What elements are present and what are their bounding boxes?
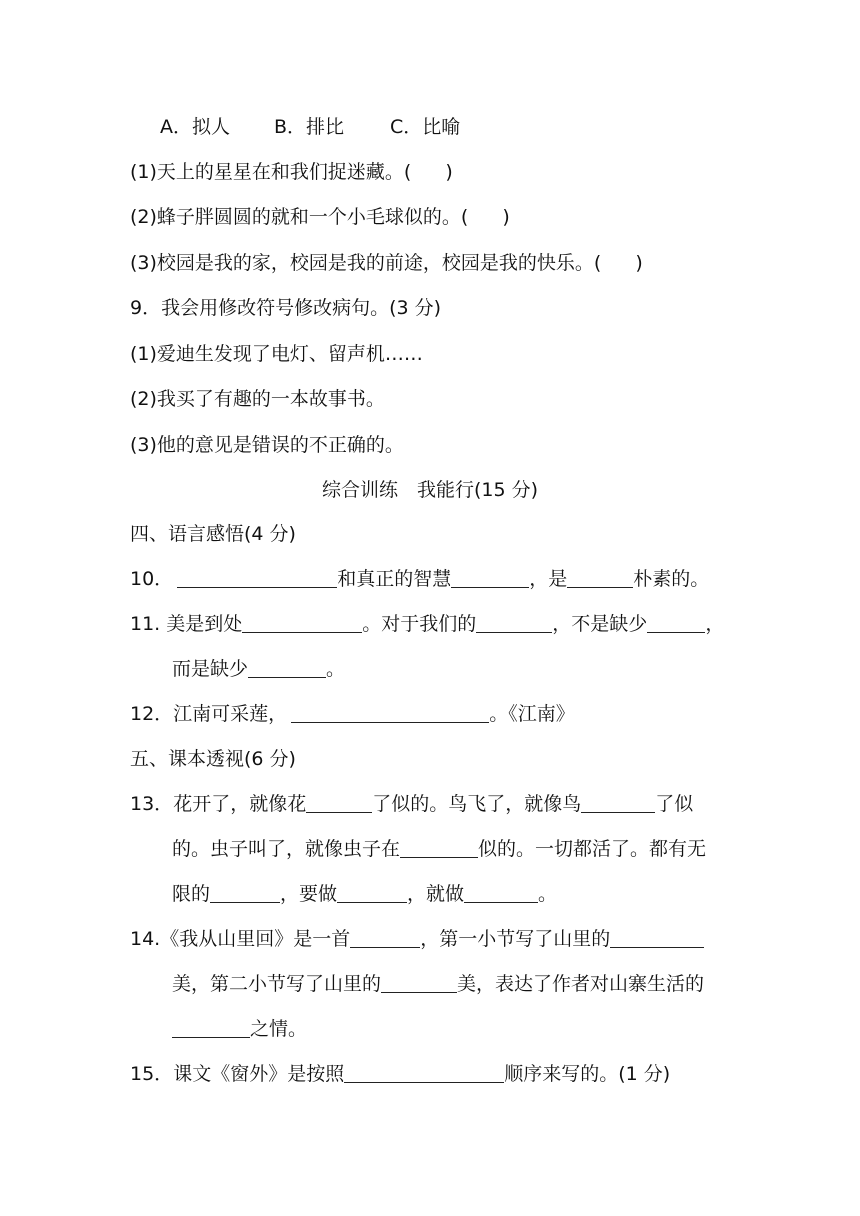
q13-text-8: ，就做 <box>407 883 465 905</box>
q14-text-1: 《我从山里回》是一首 <box>160 928 351 950</box>
option-c: C．比喻 <box>390 116 461 138</box>
q8-item-3-paren: ) <box>635 252 643 274</box>
q11-line-2 <box>172 656 345 682</box>
q10-text-1: 和真正的智慧 <box>337 568 452 590</box>
q11-blank-4 <box>248 657 326 678</box>
q10-text-2: ，是 <box>529 568 568 590</box>
q8-item-1 <box>130 159 453 185</box>
q14-text-5: 之情。 <box>250 1018 308 1040</box>
q14-blank-1 <box>350 927 420 948</box>
q12-text-1: 12．江南可采莲， <box>130 703 288 725</box>
q14-line-3 <box>172 1016 307 1042</box>
q13-line-3 <box>172 881 557 907</box>
q14-blank-2 <box>610 927 704 948</box>
q15-blank-1 <box>344 1062 504 1083</box>
q13-blank-5 <box>337 882 407 903</box>
q11-text-5: 而是缺少 <box>172 658 249 680</box>
q11-line-1 <box>130 611 724 637</box>
q15-number: 15． <box>130 1063 174 1085</box>
q8-item-1-paren: ) <box>445 161 453 183</box>
q14-blank-3 <box>381 972 457 993</box>
q14-line-2 <box>172 971 704 997</box>
q12-text-2: 。《江南》 <box>489 703 575 725</box>
q11-blank-1 <box>242 612 362 633</box>
q13-text-5: 似的。一切都活了。都有无 <box>478 838 707 860</box>
q13-text-3: 了似 <box>655 793 694 815</box>
q8-item-2 <box>130 204 510 230</box>
part4-heading: 四、语言感悟(4 分) <box>130 523 296 545</box>
section-title: 综合训练 我能行(15 分) <box>321 479 539 501</box>
q9-item-1: (1)爱迪生发现了电灯、留声机…… <box>130 343 423 365</box>
q13-blank-1 <box>306 792 372 813</box>
q8-item-3-text: (3)校园是我的家，校园是我的前途，校园是我的快乐。( <box>130 252 602 274</box>
q13-blank-6 <box>464 882 538 903</box>
q13-text-4: 的。虫子叫了，就像虫子在 <box>172 838 401 860</box>
q14-text-4: 美，表达了作者对山寨生活的 <box>457 973 705 995</box>
q8-item-3 <box>130 250 643 276</box>
q13-blank-4 <box>210 882 280 903</box>
q10-blank-1 <box>177 567 337 588</box>
q13-text-9: 。 <box>538 883 558 905</box>
q9-title: 9．我会用修改符号修改病句。(3 分) <box>130 297 442 319</box>
q13-text-6: 限的 <box>172 883 211 905</box>
q8-item-2-text: (2)蜂子胖圆圆的就和一个小毛球似的。( <box>130 206 469 228</box>
q11-text-6: 。 <box>326 658 346 680</box>
q15-text-2: 顺序来写的。(1 分) <box>504 1063 671 1085</box>
q14-text-3: 美，第二小节写了山里的 <box>172 973 382 995</box>
q13-text-2: 了似的。鸟飞了，就像鸟 <box>372 793 582 815</box>
q11-blank-2 <box>476 612 552 633</box>
q12-blank-1 <box>291 702 489 723</box>
q10-number: 10． <box>130 568 174 590</box>
q11-text-1: 美是到处 <box>166 613 243 635</box>
q10 <box>130 566 709 592</box>
option-a: A．拟人 <box>160 116 230 138</box>
q13-number: 13． <box>130 793 174 815</box>
option-b: B．排比 <box>274 116 345 138</box>
q11-number: 11. <box>130 613 167 635</box>
q14-number: 14. <box>130 928 161 950</box>
q13-line-1 <box>130 791 693 817</box>
q10-text-3: 朴素的。 <box>633 568 710 590</box>
q8-item-2-paren: ) <box>502 206 510 228</box>
q11-text-4: ， <box>705 613 725 635</box>
q14-text-2: ，第一小节写了山里的 <box>420 928 611 950</box>
q15 <box>130 1061 670 1087</box>
q13-text-1: 花开了，就像花 <box>173 793 307 815</box>
q9-item-3: (3)他的意见是错误的不正确的。 <box>130 434 404 456</box>
q13-blank-2 <box>581 792 655 813</box>
q10-blank-2 <box>451 567 529 588</box>
q8-item-1-text: (1)天上的星星在和我们捉迷藏。( <box>130 161 412 183</box>
q12 <box>130 701 575 727</box>
q14-blank-4 <box>172 1017 250 1038</box>
q10-blank-3 <box>567 567 633 588</box>
q14-line-1 <box>130 926 704 952</box>
q9-item-2: (2)我买了有趣的一本故事书。 <box>130 388 385 410</box>
q13-text-7: ，要做 <box>280 883 338 905</box>
q11-text-2: 。对于我们的 <box>362 613 477 635</box>
part5-heading: 五、课本透视(6 分) <box>130 748 296 770</box>
q11-blank-3 <box>647 612 705 633</box>
q11-text-3: ，不是缺少 <box>552 613 648 635</box>
q13-line-2 <box>172 836 706 862</box>
q13-blank-3 <box>400 837 478 858</box>
q15-text-1: 课文《窗外》是按照 <box>173 1063 345 1085</box>
